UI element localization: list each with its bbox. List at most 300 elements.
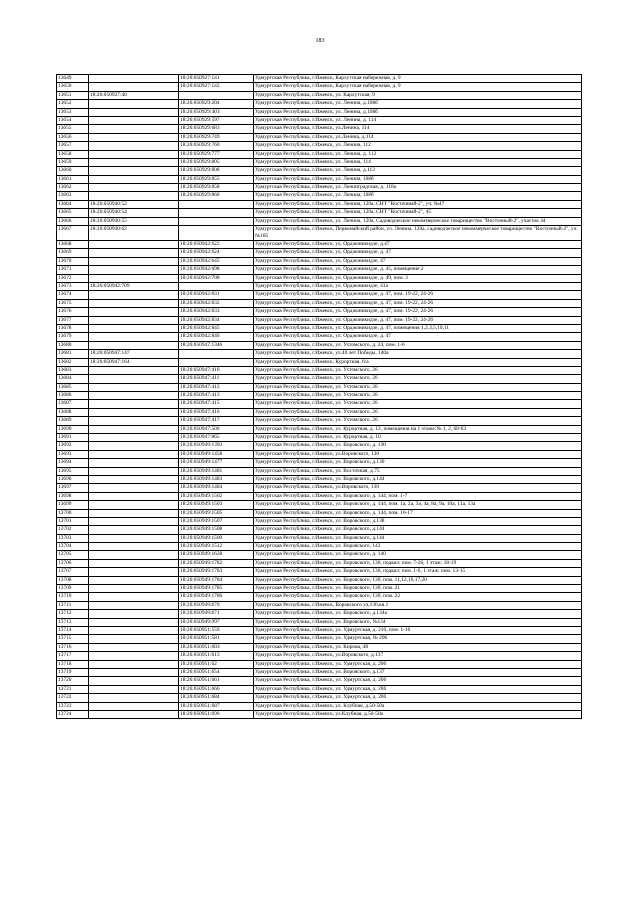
row-number-cell: 13674 [57,291,89,299]
address-cell: Удмуртская Республика, г.Ижевск, ул. Воровского, д. 144, пом. 1а, 2а, 3а, 4а, 8а, 9а, 10а, 11а, 13а [254,501,582,509]
row-number-cell: 13702 [57,526,89,534]
row-number-cell: 13711 [57,601,89,609]
address-cell: Удмуртская Республика, г.Ижевск, ул.40 лет Победы, 140а [254,350,582,358]
row-number-cell: 13712 [57,610,89,618]
building-cadastral-cell: 18:26:050949:1509 [179,534,254,542]
building-cadastral-cell: 18:26:050929:777 [179,150,254,158]
land-cadastral-cell [89,425,179,433]
row-number-cell: 13654 [57,116,89,124]
row-number-cell: 13651 [57,91,89,99]
table-row [57,257,582,265]
table-row [57,200,582,208]
table-row [57,442,582,450]
table-row [57,702,582,710]
table-row [57,585,582,593]
address-cell: Удмуртская Республика, г.Ижевск, Первомайский район, ул. Ленина, 120а, садоводческое некоммерческое товарищество "Восточный-2", уч.№185 [254,226,582,241]
row-number-cell: 13687 [57,400,89,408]
row-number-cell: 13710 [57,593,89,601]
land-cadastral-cell [89,116,179,124]
address-cell: Удмуртская Республика, г.Ижевск, ул. Ленина, д.108б [254,108,582,116]
table-row [57,282,582,290]
row-number-cell: 13720 [57,677,89,685]
row-number-cell: 13713 [57,618,89,626]
building-cadastral-cell: 18:26:050949:1783 [179,568,254,576]
row-number-cell: 13683 [57,366,89,374]
land-cadastral-cell [89,450,179,458]
table-row [57,83,582,91]
land-cadastral-cell [89,184,179,192]
address-cell: Удмуртская Республика, г.Ижевск, ул. Орджоникидзе, д. 47 [254,249,582,257]
building-cadastral-cell: 18:26:050949:1502 [179,492,254,500]
land-cadastral-cell [89,108,179,116]
row-number-cell: 13649 [57,75,89,83]
address-cell: Удмуртская Республика, г.Ижевск, ул. Ленина, 114 [254,158,582,166]
land-cadastral-cell [89,83,179,91]
building-cadastral-cell: 18:26:050949:1784 [179,576,254,584]
address-cell: Удмуртская Республика, г.Ижевск, ул. Ленина, 112 [254,142,582,150]
address-cell: Удмуртская Республика, г.Ижевск, ул. Орджоникидзе, д. 47, пом. 19-22, 24-26 [254,316,582,324]
land-cadastral-cell: 18:26:050927:40 [89,91,179,99]
table-row [57,226,582,241]
address-cell: Удмуртская Республика, г.Ижевск, ул. Ухтомского, 26 [254,383,582,391]
table-row [57,375,582,383]
table-row [57,75,582,83]
building-cadastral-cell: 18:26:050927:141 [179,75,254,83]
building-cadastral-cell: 18:26:050947:417 [179,417,254,425]
registry-table [56,74,582,719]
land-cadastral-cell [89,610,179,618]
address-cell: Удмуртская Республика, г.Ижевск, ул.Ленина, д.114 [254,133,582,141]
land-cadastral-cell [89,392,179,400]
address-cell: Удмуртская Республика, г.Ижевск, ул. Ухтомского, 26 [254,400,582,408]
row-number-cell: 13716 [57,643,89,651]
table-row [57,492,582,500]
land-cadastral-cell [89,526,179,534]
building-cadastral-cell [179,209,254,217]
table-row [57,274,582,282]
row-number-cell: 13717 [57,652,89,660]
address-cell: Удмуртская Республика, г.Ижевск, ул.Клубная, д.50-50а [254,710,582,718]
building-cadastral-cell: 18:26:050949:1393 [179,442,254,450]
table-row [57,618,582,626]
building-cadastral-cell: 18:26:050949:1628 [179,551,254,559]
address-cell: Удмуртская Республика, г.Ижевск, Курортная, 6/а [254,358,582,366]
building-cadastral-cell: 18:26:050929:858 [179,184,254,192]
building-cadastral-cell: 18:26:050949:1483 [179,475,254,483]
address-cell: Удмуртская Республика, г.Ижевск, ул. Орджоникидзе, д. 47, пом. 19-22, 24-26 [254,299,582,307]
row-number-cell: 13673 [57,282,89,290]
table-row [57,551,582,559]
building-cadastral-cell: 18:26:050947:500 [179,425,254,433]
row-number-cell: 13682 [57,358,89,366]
table-row [57,601,582,609]
table-row [57,91,582,99]
row-number-cell: 13680 [57,341,89,349]
building-cadastral-cell: 18:26:050929:204 [179,100,254,108]
building-cadastral-cell: 18:26:050951:661 [179,677,254,685]
row-number-cell: 13719 [57,668,89,676]
land-cadastral-cell [89,366,179,374]
land-cadastral-cell [89,601,179,609]
building-cadastral-cell: 18:26:050942:645 [179,257,254,265]
building-cadastral-cell: 18:26:050949:1505 [179,509,254,517]
table-row [57,108,582,116]
table-row [57,333,582,341]
building-cadastral-cell: 18:26:050949:1508 [179,526,254,534]
row-number-cell: 13718 [57,660,89,668]
building-cadastral-cell: 18:26:050929:860 [179,192,254,200]
address-cell: Удмуртская Республика, г.Ижевск, ул. Орджоникидзе, 47 [254,257,582,265]
address-cell: Удмуртская Республика, г.Ижевск, ул. Курортная, д. 12, помещения на 1 этаже:№ 1, 2, 60-63 [254,425,582,433]
building-cadastral-cell: 18:26:050942:708 [179,274,254,282]
table-row [57,543,582,551]
row-number-cell: 13697 [57,484,89,492]
table-row [57,192,582,200]
row-number-cell: 13661 [57,175,89,183]
table-row [57,417,582,425]
row-number-cell: 13684 [57,375,89,383]
address-cell: Удмуртская Республика, г.Ижевск, ул. Ухтомского, 26 [254,392,582,400]
land-cadastral-cell [89,576,179,584]
row-number-cell: 13694 [57,459,89,467]
row-number-cell: 13722 [57,694,89,702]
address-cell: Удмуртская Республика, г.Ижевск, Воровского ул,130,кв.1 [254,601,582,609]
row-number-cell: 13698 [57,492,89,500]
row-number-cell: 13695 [57,467,89,475]
table-row [57,475,582,483]
table-row [57,209,582,217]
building-cadastral-cell: 18:26:050927:142 [179,83,254,91]
row-number-cell: 13666 [57,217,89,225]
address-cell: Удмуртская Республика, г.Ижевск, ул. Воровского, 130, подвал: пом. 7-26, 1 этаж: 18-19 [254,559,582,567]
land-cadastral-cell [89,192,179,200]
address-cell: Удмуртская Республика, г.Ижевск, ул. Воровского, д.144 [254,526,582,534]
building-cadastral-cell: 18:26:050929:805 [179,158,254,166]
table-row [57,184,582,192]
table-row [57,576,582,584]
table-row [57,710,582,718]
land-cadastral-cell [89,685,179,693]
land-cadastral-cell [89,694,179,702]
table-row [57,568,582,576]
land-cadastral-cell [89,333,179,341]
address-cell: Удмуртская Республика, г.Ижевск, ул. Воровского, д.144 [254,534,582,542]
building-cadastral-cell [179,200,254,208]
land-cadastral-cell: 18:26:050947:147 [89,350,179,358]
address-cell: Удмуртская Республика, г.Ижевск, ул. Воровского, д. 144, пом. 1-7 [254,492,582,500]
table-row [57,266,582,274]
land-cadastral-cell [89,618,179,626]
land-cadastral-cell [89,257,179,265]
building-cadastral-cell: 18:26:050929:760 [179,142,254,150]
land-cadastral-cell [89,308,179,316]
building-cadastral-cell: 18:26:050929:749 [179,133,254,141]
row-number-cell: 13670 [57,257,89,265]
land-cadastral-cell [89,133,179,141]
building-cadastral-cell: 18:26:050942:831 [179,291,254,299]
table-row [57,158,582,166]
land-cadastral-cell [89,375,179,383]
land-cadastral-cell [89,142,179,150]
address-cell: Удмуртская Республика, г.Ижевск, ул. Ленина, д. 112 [254,150,582,158]
land-cadastral-cell [89,158,179,166]
land-cadastral-cell [89,459,179,467]
table-row [57,694,582,702]
address-cell: Удмуртская Республика, г.Ижевск, ул. Орджоникидзе, д. 45, помещение 2 [254,266,582,274]
table-row [57,685,582,693]
address-cell: Удмуртская Республика, г.Ижевск, ул.Воровского, 130 [254,450,582,458]
land-cadastral-cell: 18:26:050942:709 [89,282,179,290]
row-number-cell: 13671 [57,266,89,274]
row-number-cell: 13689 [57,417,89,425]
land-cadastral-cell [89,125,179,133]
building-cadastral-cell [179,91,254,99]
land-cadastral-cell [89,475,179,483]
row-number-cell: 13707 [57,568,89,576]
row-number-cell: 13714 [57,627,89,635]
land-cadastral-cell [89,501,179,509]
land-cadastral-cell [89,543,179,551]
row-number-cell: 13724 [57,710,89,718]
row-number-cell: 13685 [57,383,89,391]
address-cell: Удмуртская Республика, г.Ижевск, ул.Ленина, 114 [254,125,582,133]
building-cadastral-cell: 18:26:050947:865 [179,434,254,442]
building-cadastral-cell: 18:26:050951:603 [179,643,254,651]
land-cadastral-cell [89,249,179,257]
address-cell: Удмуртская Республика, г.Ижевск, ул. Клубная, д.50-50а [254,702,582,710]
land-cadastral-cell [89,75,179,83]
land-cadastral-cell [89,324,179,332]
building-cadastral-cell: 18:26:050949:1458 [179,450,254,458]
table-row [57,610,582,618]
row-number-cell: 13675 [57,299,89,307]
address-cell: Удмуртская Республика, г.Ижевск, ул. Орджоникидзе, 41а [254,282,582,290]
land-cadastral-cell [89,484,179,492]
page-number: 183 [315,38,325,44]
table-row [57,652,582,660]
row-number-cell: 13692 [57,442,89,450]
row-number-cell: 13669 [57,249,89,257]
address-cell: Удмуртская Республика, г.Ижевск, ул. Воровского, №134 [254,618,582,626]
row-number-cell: 13681 [57,350,89,358]
building-cadastral-cell: 18:26:050951:666 [179,685,254,693]
table-row [57,459,582,467]
address-cell: Удмуртская Республика, г.Ижевск, ул. Воровского, д.137 [254,668,582,676]
table-row [57,467,582,475]
building-cadastral-cell: 18:26:050942:846 [179,333,254,341]
land-cadastral-cell [89,316,179,324]
building-cadastral-cell: 18:26:050929:597 [179,116,254,124]
building-cadastral-cell: 18:26:050947:416 [179,408,254,416]
row-number-cell: 13723 [57,702,89,710]
land-cadastral-cell [89,417,179,425]
building-cadastral-cell: 18:26:050949:1786 [179,593,254,601]
row-number-cell: 13667 [57,226,89,241]
row-number-cell: 13655 [57,125,89,133]
building-cadastral-cell: 18:26:050942:622 [179,241,254,249]
row-number-cell: 13658 [57,150,89,158]
land-cadastral-cell [89,150,179,158]
table-row [57,299,582,307]
table-row [57,150,582,158]
address-cell: Удмуртская Республика, г.Ижевск, ул. Удмуртская, д. 206 [254,677,582,685]
address-cell: Удмуртская Республика, г.Ижевск, ул. Воровского, д. 140 [254,551,582,559]
table-row [57,677,582,685]
table-row [57,501,582,509]
row-number-cell: 13679 [57,333,89,341]
building-cadastral-cell: 18:26:050929:683 [179,125,254,133]
address-cell: Удмуртская Республика, г.Ижевск, ул. Ленина, д. 114 [254,116,582,124]
row-number-cell: 13701 [57,517,89,525]
building-cadastral-cell: 18:26:050949:1477 [179,459,254,467]
address-cell: Удмуртская Республика, г.Ижевск, Карлутская набережная, д. 9 [254,83,582,91]
building-cadastral-cell: 18:26:050949:1507 [179,517,254,525]
address-cell: Удмуртская Республика, г.Ижевск, ул. Воровского, 130, пом. 11,12,16,17,20 [254,576,582,584]
land-cadastral-cell [89,627,179,635]
table-row [57,660,582,668]
table-row [57,125,582,133]
building-cadastral-cell: 18:26:050951:559 [179,627,254,635]
row-number-cell: 13676 [57,308,89,316]
row-number-cell: 13653 [57,108,89,116]
address-cell: Удмуртская Республика, г.Ижевск, ул. Орджоникидзе, д. 49, пом. 3 [254,274,582,282]
address-cell: Удмуртская Республика, г.Ижевск, ул. Ленина, 120а, СНТ "Восточный-2", уч. №47 [254,200,582,208]
row-number-cell: 13691 [57,434,89,442]
address-cell: Удмуртская Республика, г.Ижевск, ул. Ленина, 108б [254,175,582,183]
row-number-cell: 13690 [57,425,89,433]
building-cadastral-cell: 18:26:050951:690 [179,710,254,718]
land-cadastral-cell [89,274,179,282]
building-cadastral-cell: 18:26:050929:808 [179,167,254,175]
table-row [57,635,582,643]
row-number-cell: 13664 [57,200,89,208]
table-row [57,358,582,366]
table-row [57,627,582,635]
address-cell: Удмуртская Республика, г.Ижевск, ул.Воровского, д.137 [254,652,582,660]
building-cadastral-cell: 18:26:050942:624 [179,249,254,257]
row-number-cell: 13657 [57,142,89,150]
land-cadastral-cell [89,517,179,525]
land-cadastral-cell [89,175,179,183]
address-cell: Удмуртская Республика, г.Ижевск, ул. Воровского, д. 144, пом. 10-17 [254,509,582,517]
land-cadastral-cell [89,568,179,576]
row-number-cell: 13688 [57,408,89,416]
table-row [57,534,582,542]
table-row [57,434,582,442]
land-cadastral-cell [89,509,179,517]
building-cadastral-cell: 18:26:050929:855 [179,175,254,183]
building-cadastral-cell: 18:26:050949:1785 [179,585,254,593]
row-number-cell: 13662 [57,184,89,192]
address-cell: Удмуртская Республика, г.Ижевск, ул. Орджоникидзе, д.47 [254,241,582,249]
row-number-cell: 13668 [57,241,89,249]
building-cadastral-cell: 18:26:050942:698 [179,266,254,274]
row-number-cell: 13677 [57,316,89,324]
table-row [57,366,582,374]
address-cell: Удмуртская Республика, г.Ижевск, ул.Воровского, 130 [254,484,582,492]
address-cell: Удмуртская Республика, г.Ижевск, ул. Воровского, д. 130 [254,442,582,450]
building-cadastral-cell: 18:26:050942:833 [179,308,254,316]
building-cadastral-cell: 18:26:050951:613 [179,652,254,660]
building-cadastral-cell: 18:26:050947:413 [179,392,254,400]
address-cell: Удмуртская Республика, г.Ижевск, ул. Ухтомского, 26 [254,366,582,374]
address-cell: Удмуртская Республика, г.Ижевск, ул. Воровского, 142 [254,543,582,551]
land-cadastral-cell [89,652,179,660]
row-number-cell: 13650 [57,83,89,91]
building-cadastral-cell: 18:26:050951:581 [179,635,254,643]
land-cadastral-cell [89,677,179,685]
table-row [57,291,582,299]
address-cell: Удмуртская Республика, г.Ижевск, ул. Воровского, 130, пом. 22 [254,593,582,601]
building-cadastral-cell [179,226,254,241]
land-cadastral-cell [89,400,179,408]
building-cadastral-cell: 18:26:050929:403 [179,108,254,116]
row-number-cell: 13659 [57,158,89,166]
address-cell: Удмуртская Республика, г.Ижевск, ул. Ленинградская, д. 118а [254,184,582,192]
address-cell: Удмуртская Республика, г.Ижевск, ул. Ленина, 120а, Садоводческое некоммерческое товарищество "Восточный-2", участок 44 [254,217,582,225]
row-number-cell: 13678 [57,324,89,332]
address-cell: Удмуртская Республика, г.Ижевск, ул. Ухтомского, д. 24, пом. 1-6 [254,341,582,349]
building-cadastral-cell [179,358,254,366]
row-number-cell: 13704 [57,543,89,551]
table-row [57,643,582,651]
land-cadastral-cell [89,434,179,442]
address-cell: Удмуртская Республика, г.Ижевск, ул. Ленина, д.112 [254,167,582,175]
row-number-cell: 13709 [57,585,89,593]
land-cadastral-cell [89,492,179,500]
land-cadastral-cell: 18:26:050940:54 [89,209,179,217]
address-cell: Удмуртская Республика, г.Ижевск, ул. Воровского, д.130 [254,459,582,467]
address-cell: Удмуртская Республика, г.Ижевск, ул. Удмуртская, д. 210, пом. 1-10 [254,627,582,635]
row-number-cell: 13715 [57,635,89,643]
address-cell: Удмуртская Республика, г.Ижевск, ул. Ленина, 108б [254,192,582,200]
table-row [57,167,582,175]
land-cadastral-cell [89,534,179,542]
row-number-cell: 13693 [57,450,89,458]
building-cadastral-cell: 18:26:050949:670 [179,601,254,609]
address-cell: Удмуртская Республика, г.Ижевск, ул. Восточная, д.75 [254,467,582,475]
address-cell: Удмуртская Республика, г.Ижевск, ул. Воровского, д.138 [254,517,582,525]
table-row [57,142,582,150]
land-cadastral-cell [89,383,179,391]
building-cadastral-cell: 18:26:050951:687 [179,702,254,710]
row-number-cell: 13672 [57,274,89,282]
table-row [57,593,582,601]
table-row [57,175,582,183]
building-cadastral-cell: 18:26:050951:684 [179,694,254,702]
land-cadastral-cell: 18:26:050940:55 [89,217,179,225]
table-row [57,350,582,358]
land-cadastral-cell [89,635,179,643]
land-cadastral-cell [89,442,179,450]
building-cadastral-cell: 18:26:050949:1512 [179,543,254,551]
table-row [57,341,582,349]
land-cadastral-cell [89,593,179,601]
address-cell: Удмуртская Республика, г.Ижевск, ул. Ленина, 120а, СНТ "Восточный-2", 45 [254,209,582,217]
land-cadastral-cell: 18:26:050947:164 [89,358,179,366]
land-cadastral-cell [89,585,179,593]
row-number-cell: 13656 [57,133,89,141]
land-cadastral-cell [89,100,179,108]
table-row [57,526,582,534]
address-cell: Удмуртская Республика, г.Ижевск, ул. Воровского, 130, пом. 21 [254,585,582,593]
building-cadastral-cell: 18:26:050947:410 [179,366,254,374]
address-cell: Удмуртская Республика, г.Ижевск, ул. Орджоникидзе, д. 47 [254,333,582,341]
building-cadastral-cell: 18:26:050949:1481 [179,467,254,475]
address-cell: Удмуртская Республика, г.Ижевск, ул. Орджоникидзе, д. 47, пом. 19-22, 24-26 [254,291,582,299]
address-cell: Удмуртская Республика, г.Ижевск, ул. Орджоникидзе, д. 47, пом. 19-22, 24-26 [254,308,582,316]
row-number-cell: 13721 [57,685,89,693]
